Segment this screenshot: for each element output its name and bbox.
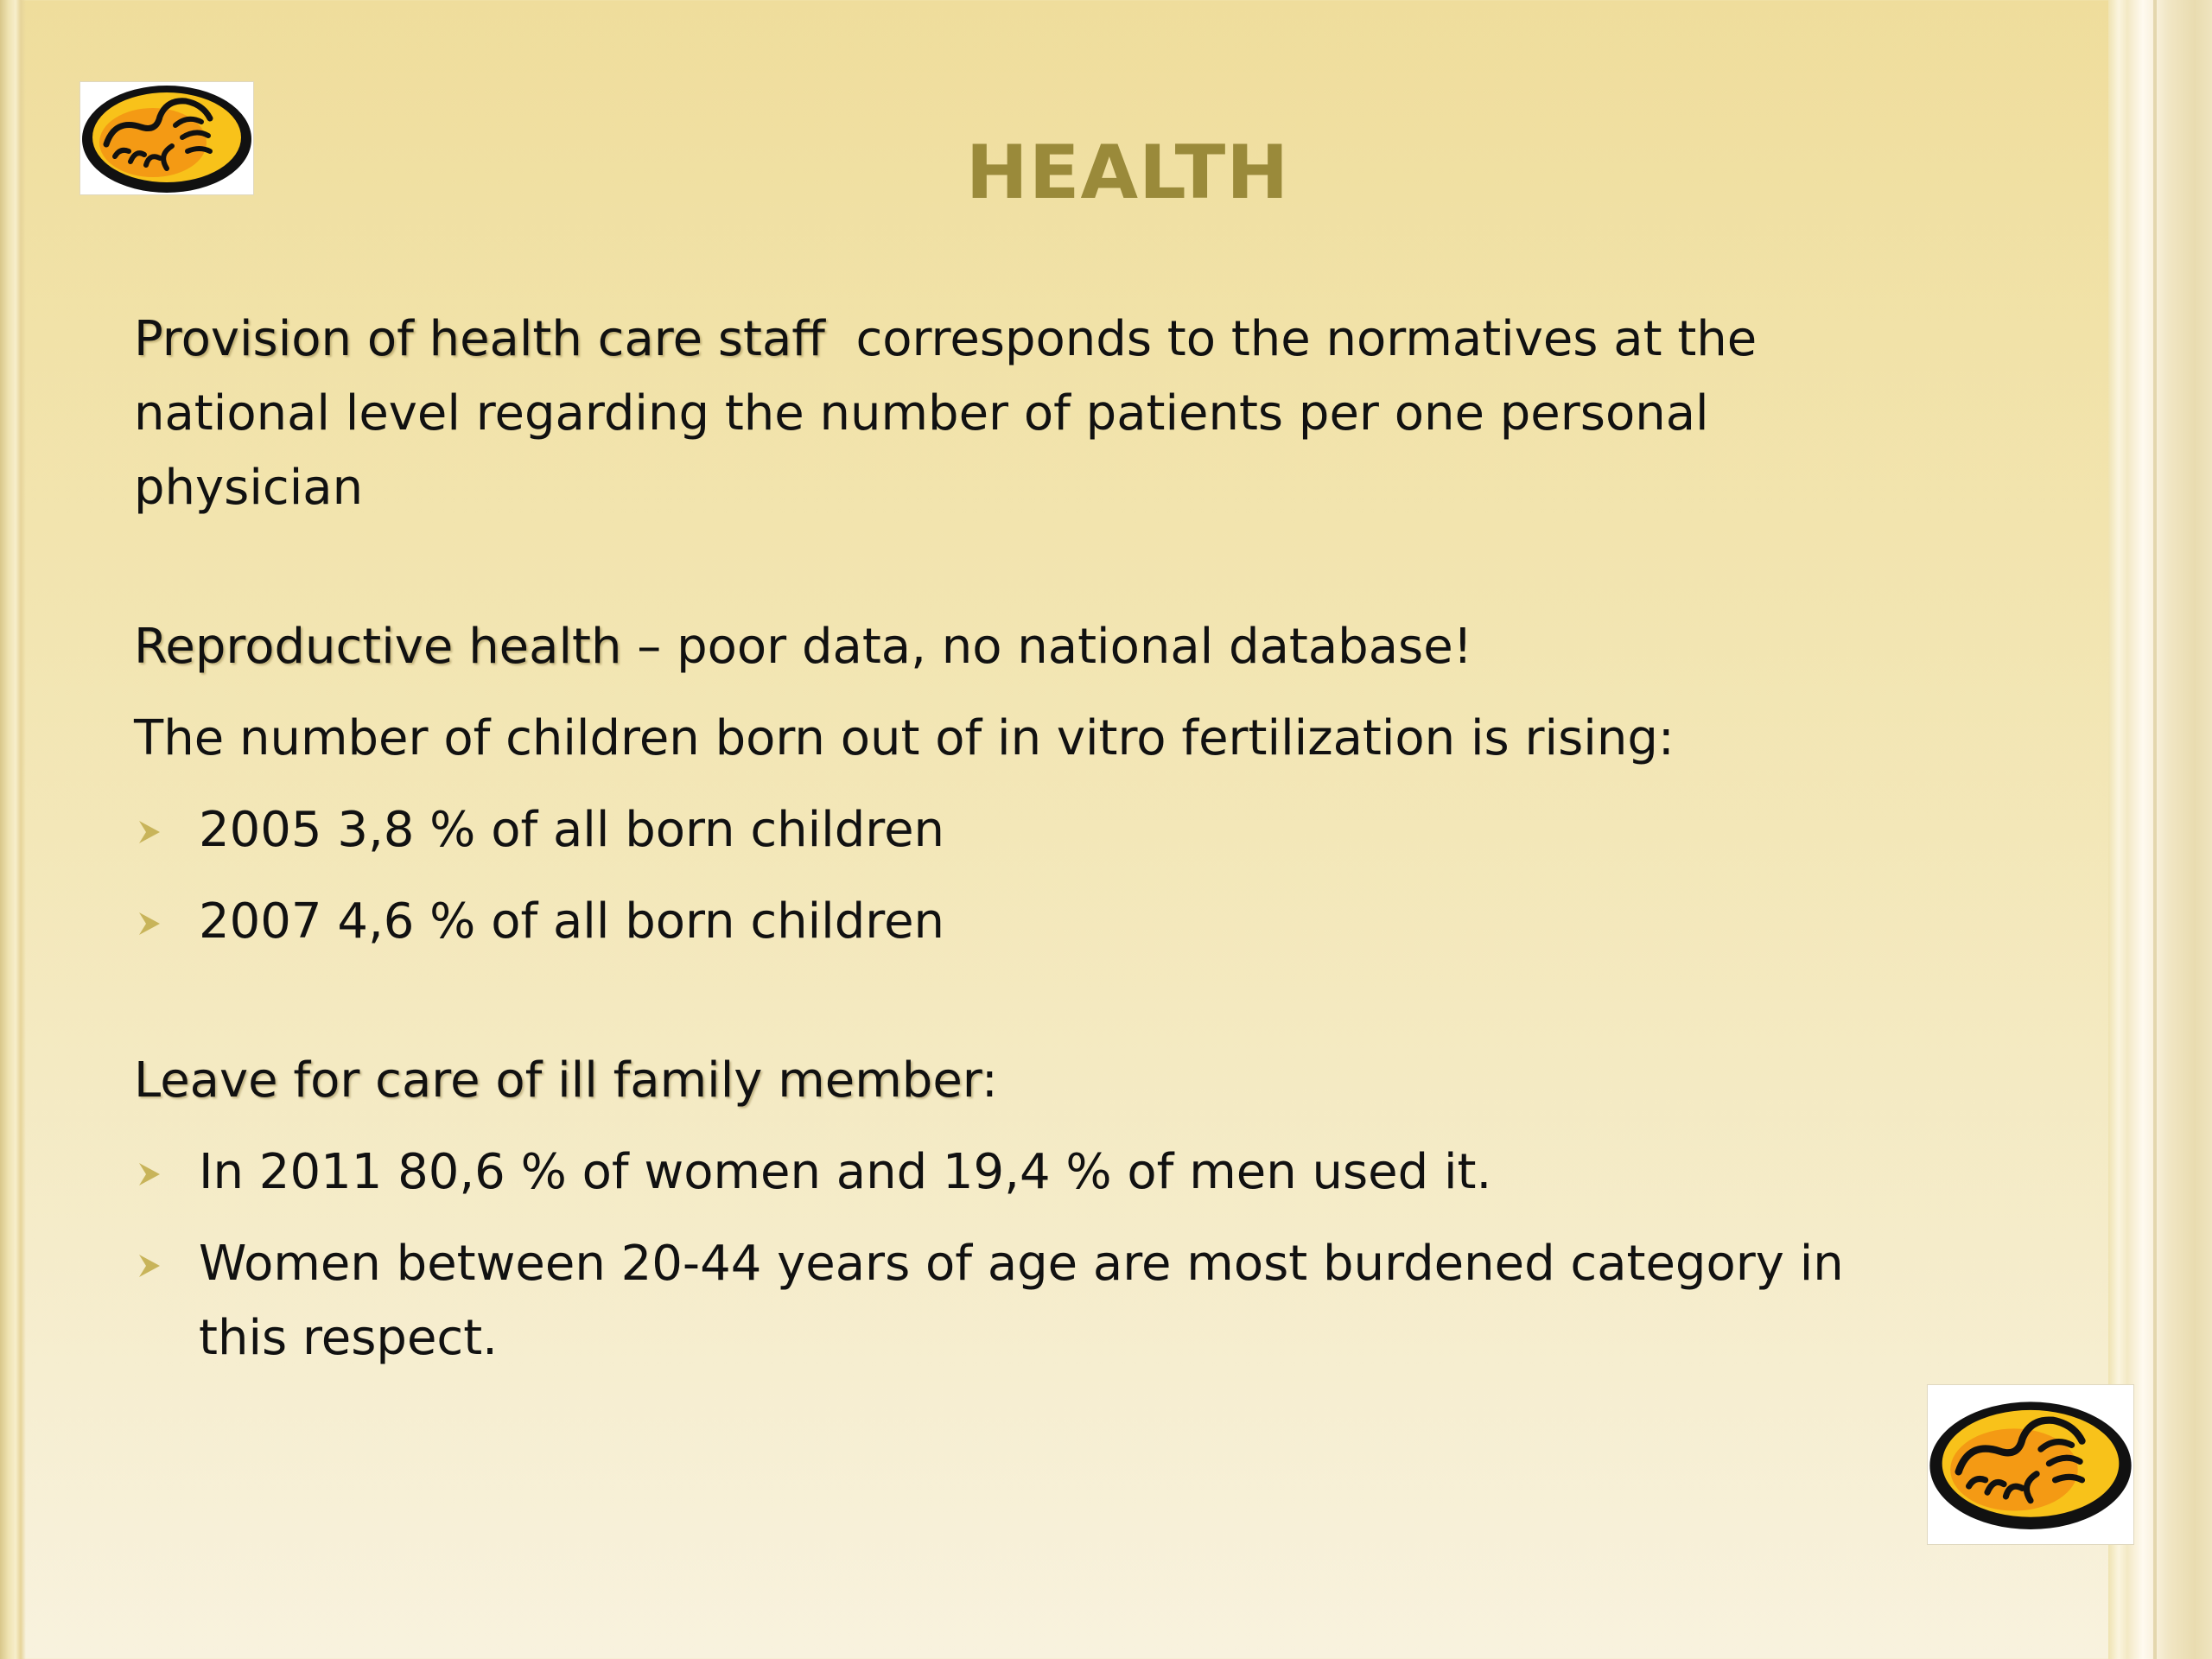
- staff-provision-lead: Provision of health care staff: [134, 311, 825, 367]
- arrow-bullet-icon: [134, 793, 168, 868]
- care-leave-lead: Leave for care of ill family member: [134, 1052, 982, 1109]
- ivf-2005: 2005 3,8 % of all born children: [199, 802, 945, 858]
- arrow-bullet-icon: [134, 1135, 168, 1210]
- slide-title: HEALTH: [965, 130, 1290, 216]
- slide-body: [134, 302, 1931, 1376]
- care-leave-colon: :: [981, 1052, 998, 1109]
- list-item: [134, 885, 1931, 959]
- slide-left-border: [0, 0, 26, 1659]
- slide-right-line: [2153, 0, 2157, 1659]
- list-item: [134, 793, 1931, 868]
- reproductive-health-lead: Reproductive health: [134, 619, 622, 675]
- section-care-leave: [134, 1044, 1931, 1118]
- arrow-bullet-icon: [134, 1227, 168, 1301]
- reproductive-health-text: – poor data, no national database!: [637, 619, 1473, 675]
- list-item: [134, 1227, 1931, 1376]
- arrow-bullet-icon: [134, 885, 168, 959]
- care-leave-women-age: Women between 20-44 years of age are most burdened category in this respect.: [199, 1236, 1844, 1366]
- hands-logo-icon: [1927, 1384, 2134, 1545]
- ivf-intro: The number of children born out of in vitro fertilization is rising:: [134, 710, 1675, 766]
- section-staff-provision: [134, 302, 1931, 525]
- list-item: [134, 1135, 1931, 1210]
- ivf-2007: 2007 4,6 % of all born children: [199, 893, 945, 950]
- staff-provision-text: corresponds to the normatives at the national level regarding the number of patients per one personal physician: [134, 311, 1758, 516]
- care-leave-2011: In 2011 80,6 % of women and 19,4 % of men used it.: [199, 1144, 1492, 1200]
- section-reproductive-health: [134, 610, 1931, 684]
